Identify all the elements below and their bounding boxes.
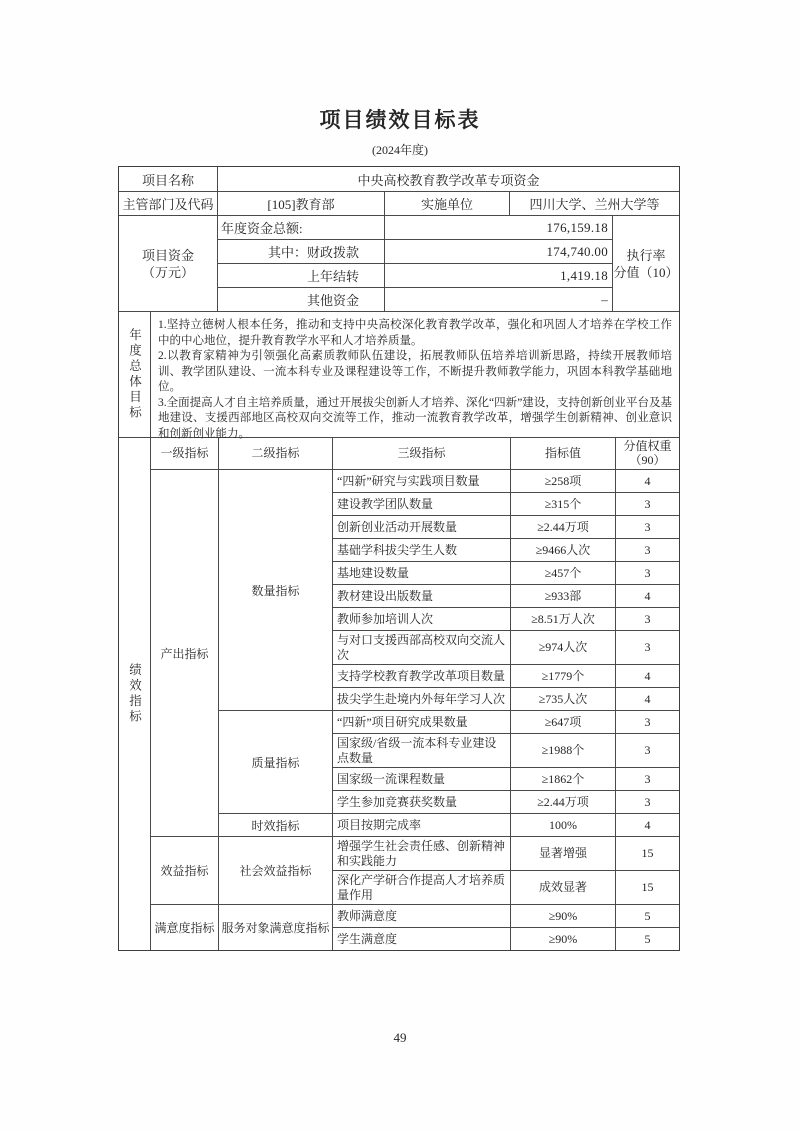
indicator-value: ≥9466人次 xyxy=(510,539,615,561)
indicator-value: ≥90% xyxy=(510,905,615,927)
indicator-name: 教师满意度 xyxy=(332,905,510,927)
indicator-name: 学生参加竞赛获奖数量 xyxy=(332,791,510,813)
subgroup-label: 服务对象满意度指标 xyxy=(218,905,332,950)
execution-rate-score xyxy=(612,216,679,311)
indicator-weight: 3 xyxy=(615,711,679,733)
indicator-value: ≥2.44万项 xyxy=(510,791,615,813)
group-label: 满意度指标 xyxy=(154,921,215,935)
annual-goal-text xyxy=(150,312,679,440)
group-satisfaction-indicators xyxy=(151,904,679,950)
subgroup-quantity xyxy=(218,470,679,710)
indicator-name: “四新”研究与实践项目数量 xyxy=(332,470,510,492)
header-weight xyxy=(615,438,679,469)
indicators-side-text: 绩效指标 xyxy=(127,663,142,725)
indicator-weight: 4 xyxy=(615,688,679,710)
execution-rate-text: 执行率 分值（10） xyxy=(613,247,679,280)
indicator-row xyxy=(332,837,679,870)
subgroup-rows xyxy=(332,837,679,904)
group-subgroups xyxy=(218,905,679,950)
indicator-name: 深化产学研合作提高人才培养质量作用 xyxy=(332,871,510,904)
subgroup-rows xyxy=(332,814,679,836)
indicator-row xyxy=(332,790,679,813)
indicator-weight: 3 xyxy=(615,493,679,515)
subgroup-service-satisfaction xyxy=(218,905,679,950)
funding-label-text: 项目资金 （万元） xyxy=(141,247,194,280)
indicator-weight: 3 xyxy=(615,631,679,664)
indicator-name: 拔尖学生赴境内外每年学习人次 xyxy=(332,688,510,710)
indicator-name: 增强学生社会责任感、创新精神和实践能力 xyxy=(332,837,510,870)
indicator-value: ≥2.44万项 xyxy=(510,516,615,538)
header-weight-text: 分值权重 （90） xyxy=(623,439,672,467)
indicator-row xyxy=(332,814,679,836)
indicator-value: ≥90% xyxy=(510,928,615,950)
indicator-weight: 5 xyxy=(615,928,679,950)
indicator-name: 学生满意度 xyxy=(332,928,510,950)
page-number: 49 xyxy=(393,1030,407,1045)
indicator-name: 教材建设出版数量 xyxy=(332,585,510,607)
funding-row-value: 1,419.18 xyxy=(384,264,612,287)
header-level3: 三级指标 xyxy=(332,438,510,469)
indicator-value: ≥647项 xyxy=(510,711,615,733)
indicator-weight: 3 xyxy=(615,539,679,561)
indicator-weight: 5 xyxy=(615,905,679,927)
indicator-row xyxy=(332,733,679,767)
implementing-unit-label: 实施单位 xyxy=(384,192,509,215)
indicator-name: 国家级/省级一流本科专业建设点数量 xyxy=(332,734,510,767)
indicator-weight: 4 xyxy=(615,470,679,492)
indicator-value: ≥974人次 xyxy=(510,631,615,664)
indicator-value: ≥1862个 xyxy=(510,768,615,790)
group-benefit-indicators xyxy=(151,836,679,904)
page-subtitle: (2024年度) xyxy=(372,143,428,157)
indicator-weight: 15 xyxy=(615,871,679,904)
indicator-name: 项目按期完成率 xyxy=(332,814,510,836)
indicator-value: ≥735人次 xyxy=(510,688,615,710)
indicator-row xyxy=(332,687,679,710)
indicator-value: 100% xyxy=(510,814,615,836)
indicator-row xyxy=(332,492,679,515)
indicator-weight: 4 xyxy=(615,665,679,687)
indicator-value: ≥315个 xyxy=(510,493,615,515)
indicator-weight: 3 xyxy=(615,734,679,767)
performance-target-table xyxy=(118,166,680,951)
indicator-name: “四新”项目研究成果数量 xyxy=(332,711,510,733)
indicator-name: 创新创业活动开展数量 xyxy=(332,516,510,538)
department-value: [105]教育部 xyxy=(217,192,384,215)
indicator-row xyxy=(332,767,679,790)
annual-goal-paragraph-1: 1.坚持立德树人根本任务，推动和支持中央高校深化教育教学改革，强化和巩固人才培养在学校工作中的中心地位，提升教育教学水平和人才培养质量。 xyxy=(158,319,672,347)
implementing-unit-value: 四川大学、兰州大学等 xyxy=(509,192,679,215)
subgroup-rows xyxy=(332,470,679,710)
group-subgroups xyxy=(218,470,679,836)
indicators-side-label xyxy=(119,438,150,950)
project-name-row xyxy=(119,167,679,191)
indicator-row xyxy=(332,870,679,904)
annual-goal-paragraph-3: 3.全面提高人才自主培养质量，通过开展拔尖创新人才培养、深化“四新”建设，支持创新创业平台及基地建设、支援西部地区高校双向交流等工作，推动一流教育教学改革，增强学生创新精神、创业意识和创新创业能力。 xyxy=(158,396,672,440)
funding-row-carryover xyxy=(217,263,612,287)
indicator-weight: 3 xyxy=(615,791,679,813)
indicators-grid xyxy=(150,438,679,950)
indicator-value: ≥1779个 xyxy=(510,665,615,687)
funding-section xyxy=(119,215,679,311)
indicator-name: 建设教学团队数量 xyxy=(332,493,510,515)
annual-goal-side-label xyxy=(119,312,150,437)
indicator-row xyxy=(332,905,679,927)
department-row xyxy=(119,191,679,215)
funding-row-label: 年度资金总额: xyxy=(217,216,384,239)
department-label: 主管部门及代码 xyxy=(122,197,214,212)
header-level1: 一级指标 xyxy=(160,445,209,460)
indicator-name: 基础学科拔尖学生人数 xyxy=(332,539,510,561)
indicator-name: 支持学校教育教学改革项目数量 xyxy=(332,665,510,687)
funding-row-label: 其他资金 xyxy=(217,288,384,311)
indicator-weight: 3 xyxy=(615,608,679,630)
group-output-indicators xyxy=(151,469,679,836)
subgroup-rows xyxy=(332,905,679,950)
indicator-row xyxy=(332,515,679,538)
indicator-value: ≥1988个 xyxy=(510,734,615,767)
indicator-value: 成效显著 xyxy=(510,871,615,904)
indicator-value: ≥933部 xyxy=(510,585,615,607)
annual-goal-section xyxy=(119,311,679,440)
subgroup-rows xyxy=(332,711,679,813)
indicator-value: ≥457个 xyxy=(510,562,615,584)
indicator-row xyxy=(332,927,679,950)
funding-row-value: 174,740.00 xyxy=(384,240,612,263)
indicators-header xyxy=(151,438,679,469)
funding-row-other xyxy=(217,287,612,311)
funding-row-total xyxy=(217,216,612,239)
funding-rows xyxy=(217,216,612,311)
indicator-weight: 4 xyxy=(615,585,679,607)
indicator-weight: 3 xyxy=(615,562,679,584)
funding-row-fiscal xyxy=(217,239,612,263)
header-value: 指标值 xyxy=(510,438,615,469)
indicator-weight: 3 xyxy=(615,768,679,790)
indicator-weight: 4 xyxy=(615,814,679,836)
indicator-row xyxy=(332,470,679,492)
indicator-value: ≥8.51万人次 xyxy=(510,608,615,630)
subgroup-label: 时效指标 xyxy=(218,814,332,836)
funding-label xyxy=(119,216,217,311)
indicator-row xyxy=(332,607,679,630)
annual-goal-side-text: 年度总体目标 xyxy=(127,328,142,421)
funding-row-label: 上年结转 xyxy=(217,264,384,287)
header-level2: 二级指标 xyxy=(218,438,332,469)
indicator-row xyxy=(332,711,679,733)
indicator-value: ≥258项 xyxy=(510,470,615,492)
funding-row-value: 176,159.18 xyxy=(384,216,612,239)
funding-row-value: – xyxy=(384,288,612,311)
subgroup-social-benefit xyxy=(218,837,679,904)
project-name-value: 中央高校教育教学改革专项资金 xyxy=(217,167,679,191)
indicator-row xyxy=(332,584,679,607)
subgroup-label: 数量指标 xyxy=(218,470,332,710)
group-label: 产出指标 xyxy=(160,646,209,661)
funding-row-label: 其中：财政拨款 xyxy=(217,240,384,263)
indicator-name: 基地建设数量 xyxy=(332,562,510,584)
group-subgroups xyxy=(218,837,679,904)
indicator-row xyxy=(332,664,679,687)
indicator-name: 与对口支援西部高校双向交流人次 xyxy=(332,631,510,664)
indicator-weight: 3 xyxy=(615,516,679,538)
group-label: 效益指标 xyxy=(160,864,209,878)
subgroup-quality xyxy=(218,710,679,813)
project-name-label: 项目名称 xyxy=(141,172,194,188)
indicator-weight: 15 xyxy=(615,837,679,870)
indicator-row xyxy=(332,538,679,561)
subgroup-timeliness xyxy=(218,813,679,836)
indicators-section xyxy=(119,437,679,950)
subgroup-label: 质量指标 xyxy=(218,711,332,813)
page-title: 项目绩效目标表 xyxy=(319,109,481,132)
indicator-row xyxy=(332,630,679,664)
subgroup-label: 社会效益指标 xyxy=(218,837,332,904)
indicator-name: 教师参加培训人次 xyxy=(332,608,510,630)
indicator-value: 显著增强 xyxy=(510,837,615,870)
indicator-name: 国家级一流课程数量 xyxy=(332,768,510,790)
annual-goal-paragraph-2: 2.以教育家精神为引领强化高素质教师队伍建设，拓展教师队伍培养培训新思路，持续开展教师培训、教学团队建设、一流本科专业及课程建设等工作，不断提升教师教学能力，巩固本科教学基础地位。 xyxy=(158,350,672,393)
indicator-row xyxy=(332,561,679,584)
